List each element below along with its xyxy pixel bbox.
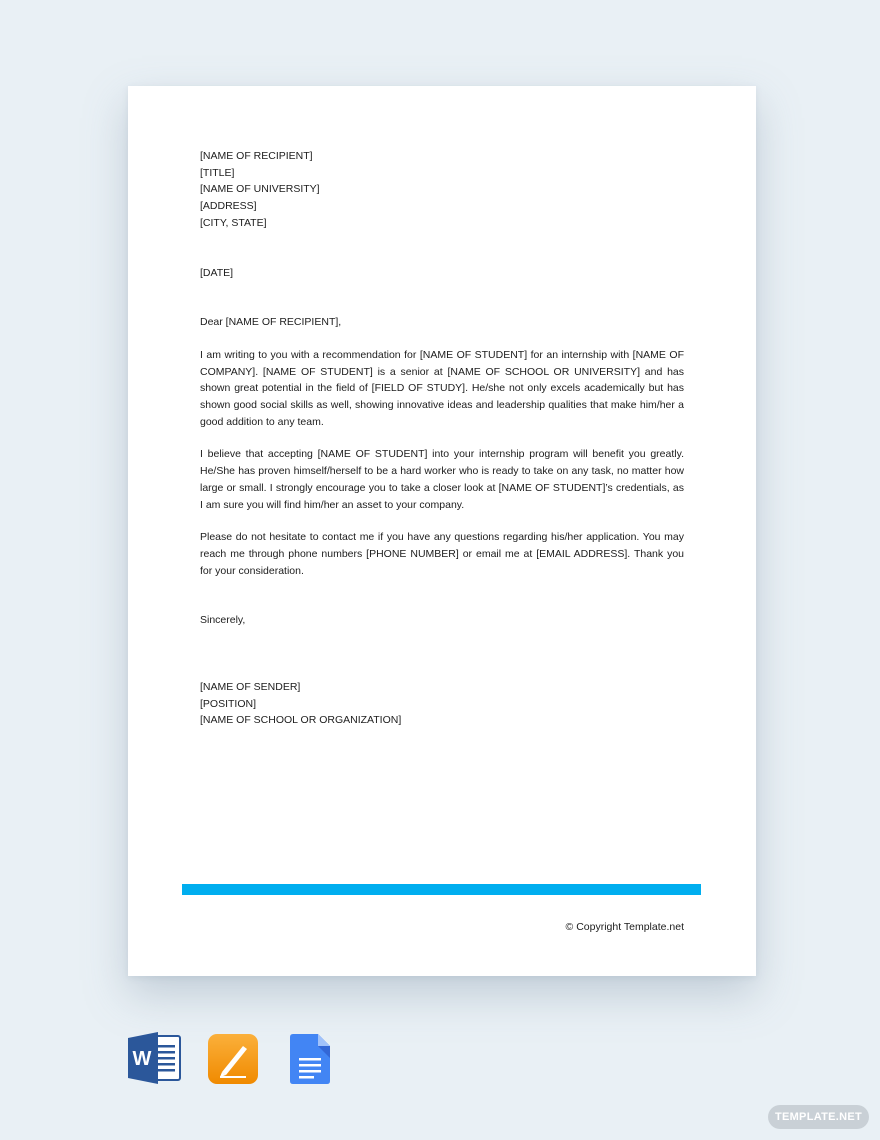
copyright-text: © Copyright Template.net [565,921,684,933]
template-net-watermark: TEMPLATE.NET [768,1105,869,1129]
sender-position: [POSITION] [200,697,257,710]
body-paragraph-1: I am writing to you with a recommendation for [NAME OF STUDENT] for an internship with [NAME OF COMPANY]. [NAME OF STUDENT] is a senior at [NAME OF SCHOOL OR UNIVERSITY] and has shown great potential in the field of [FIELD OF STUDY]. He/she not only excels academically but has shown good social skills as well, showing innovative ideas and leadership qualities that make him/her a good addition to any team. [200,348,684,428]
recipient-city-state: [CITY, STATE] [200,216,267,229]
closing: Sincerely, [200,614,246,627]
word-format-button[interactable] [128,1032,182,1089]
sender-block [200,679,684,729]
letter-date: [DATE] [200,266,234,279]
body-paragraph-3: Please do not hesitate to contact me if you have any questions regarding his/her application. You may reach me through phone numbers [PHONE NUMBER] or email me at [EMAIL ADDRESS]. Thank you for your consideration. [200,531,684,577]
recipient-address-block [200,148,684,232]
body-paragraph-2: I believe that accepting [NAME OF STUDENT] into your internship program will benefit you greatly. He/She has proven himself/herself to be a hard worker who is ready to take on any task, no matter how large or small. I strongly encourage you to take a closer look at [NAME OF STUDENT]’s credentials, as I am sure you will find him/her an asset to your company. [200,448,684,511]
word-icon [128,1032,182,1084]
pages-icon [208,1034,260,1086]
recipient-university: [NAME OF UNIVERSITY] [200,183,320,196]
google-docs-icon [290,1034,332,1086]
recipient-title: [TITLE] [200,166,235,179]
recipient-name: [NAME OF RECIPIENT] [200,150,313,162]
sender-name: [NAME OF SENDER] [200,681,301,694]
footer-accent-bar [182,884,701,895]
pages-format-button[interactable] [208,1034,260,1091]
sender-organization: [NAME OF SCHOOL OR ORGANIZATION] [200,714,402,727]
letter-body [200,148,684,729]
recipient-address: [ADDRESS] [200,200,257,213]
google-docs-format-button[interactable] [290,1034,332,1091]
salutation: Dear [NAME OF RECIPIENT], [200,316,342,329]
word-letter: W [132,1048,152,1070]
document-page [128,86,756,976]
